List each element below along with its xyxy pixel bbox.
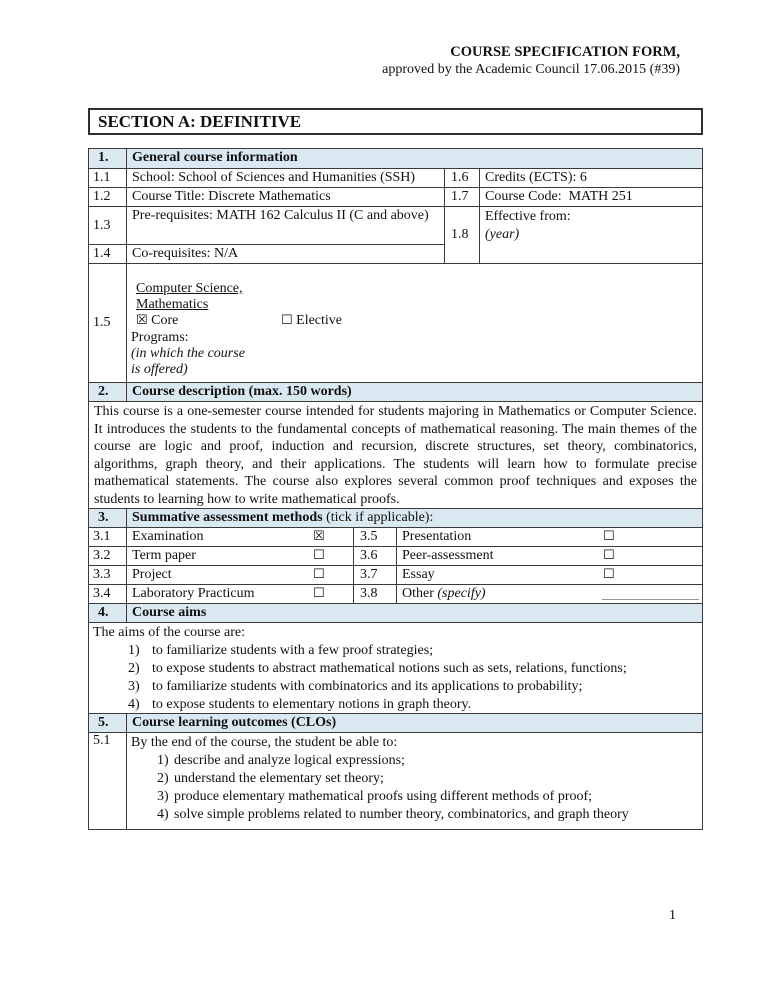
effective-from-cell xyxy=(479,207,702,263)
project-cell: Project ☐ xyxy=(126,566,353,584)
peer-assessment-checkbox: ☐ xyxy=(603,548,615,563)
row-number: 1.8 xyxy=(444,207,479,263)
aims-header-row xyxy=(89,603,702,622)
table-row xyxy=(89,168,702,187)
elective-label: Elective xyxy=(296,313,343,329)
course-description-text: This course is a one-semester course intended for students majoring in Mathematics or Computer Science. It introduces the students to the fundamental concepts of mathematical reasoning. The main themes of the course are logic and proof, induction and recursion, discrete structures, set theory, combinatorics, algorithms, graph theory, and their applications. The students will learn how to formulate precise mathematical statements. The course also explores several common proof techniques and exposes the students to learning how to write mathematical proofs. xyxy=(94,404,697,507)
clos-item: 2) understand the elementary set theory; xyxy=(157,771,384,786)
core-elective-line xyxy=(136,313,698,329)
description-title: Course description (max. 150 words) xyxy=(126,383,352,401)
term-paper-cell: Term paper ☐ xyxy=(126,547,353,565)
essay-cell: Essay ☐ xyxy=(396,566,702,584)
other-cell: Other (specify) xyxy=(396,585,702,603)
examination-checkbox: ☒ xyxy=(313,529,325,544)
description-row xyxy=(89,401,702,508)
aims-item: 3) to familiarize students with combinatorics and its applications to probability; xyxy=(128,679,583,694)
school-cell: School: School of Sciences and Humanities (SSH) xyxy=(126,169,444,187)
row-number: 1.1 xyxy=(93,170,111,185)
general-info-title: General course information xyxy=(126,149,298,168)
examination-cell: Examination ☒ xyxy=(126,528,353,546)
programs-note-line2: is offered) xyxy=(131,362,188,378)
programs-label: Programs: xyxy=(131,329,189,345)
assessment-title xyxy=(126,509,433,527)
row-number: 1.7 xyxy=(444,188,479,206)
row-number: 3.3 xyxy=(93,567,111,582)
row-number: 2. xyxy=(98,384,109,399)
aims-item: 4) to expose students to elementary notions in graph theory. xyxy=(128,697,472,712)
clos-content xyxy=(126,733,702,829)
row-number: 5.1 xyxy=(93,733,111,748)
description-header-row xyxy=(89,382,702,401)
general-info-header-row xyxy=(89,149,702,168)
prereq-coreq-block xyxy=(89,207,444,263)
assessment-title-bold: Summative assessment methods xyxy=(132,510,323,525)
row-number: 3.2 xyxy=(93,548,111,563)
row-number: 1.4 xyxy=(93,246,111,261)
doc-title: COURSE SPECIFICATION FORM, xyxy=(450,44,680,60)
aims-item: 2) to expose students to abstract mathematical notions such as sets, relations, functions; xyxy=(128,661,627,676)
assessment-row xyxy=(89,584,702,603)
assessment-header-row xyxy=(89,508,702,527)
term-paper-checkbox: ☐ xyxy=(313,548,325,563)
effective-from-label: Effective from: xyxy=(485,209,571,224)
row-number: 3. xyxy=(98,510,109,525)
other-blank-line xyxy=(602,599,699,600)
clos-item: 3) produce elementary mathematical proofs using different methods of proof; xyxy=(157,789,593,804)
table-row xyxy=(89,206,702,263)
row-number: 3.1 xyxy=(93,529,111,544)
table-row xyxy=(89,187,702,206)
row-number: 1.3 xyxy=(93,217,111,233)
clos-title: Course learning outcomes (CLOs) xyxy=(126,714,336,732)
presentation-cell: Presentation ☐ xyxy=(396,528,702,546)
assessment-row xyxy=(89,565,702,584)
row-number: 1. xyxy=(98,150,109,165)
other-specify-note: (specify) xyxy=(437,586,486,601)
row-number: 1.5 xyxy=(93,315,111,330)
assessment-row xyxy=(89,546,702,565)
clos-item: 4) solve simple problems related to number theory, combinatorics, and graph theory xyxy=(157,807,629,822)
core-label: Core xyxy=(151,313,179,329)
course-specification-table xyxy=(88,148,703,830)
document-header xyxy=(0,44,680,78)
row-number: 3.4 xyxy=(93,586,111,601)
core-checkbox: ☒ xyxy=(136,313,148,329)
aims-intro: The aims of the course are: xyxy=(93,625,245,640)
course-title-cell: Course Title: Discrete Mathematics xyxy=(126,188,444,206)
row-number: 3.6 xyxy=(353,547,396,565)
project-checkbox: ☐ xyxy=(313,567,325,582)
aims-item: 1) to familiarize students with a few proof strategies; xyxy=(128,643,434,658)
row-number: 5. xyxy=(98,715,109,730)
row-number: 1.2 xyxy=(93,189,111,204)
laboratory-practicum-cell: Laboratory Practicum ☐ xyxy=(126,585,353,603)
clos-header-row xyxy=(89,713,702,732)
row-number: 4. xyxy=(98,605,109,620)
programs-row xyxy=(89,263,702,382)
essay-checkbox: ☐ xyxy=(603,567,615,582)
programs-cell xyxy=(126,264,702,382)
elective-checkbox: ☐ xyxy=(281,313,293,329)
table-row xyxy=(89,207,444,244)
elective-option xyxy=(281,313,342,328)
corequisites-cell: Co-requisites: N/A xyxy=(126,245,444,263)
aims-content xyxy=(89,623,702,713)
table-row xyxy=(89,244,444,263)
page-number: 1 xyxy=(669,908,676,923)
row-number: 1.6 xyxy=(444,169,479,187)
program-name: Computer Science, xyxy=(136,281,243,296)
clos-row xyxy=(89,732,702,829)
section-a-header xyxy=(88,108,703,135)
clos-intro: By the end of the course, the student be able to: xyxy=(131,735,398,750)
peer-assessment-cell: Peer-assessment ☐ xyxy=(396,547,702,565)
row-number: 3.7 xyxy=(353,566,396,584)
prerequisites-cell: Pre-requisites: MATH 162 Calculus II (C and above) xyxy=(126,207,444,244)
assessment-row xyxy=(89,527,702,546)
program-name: Mathematics xyxy=(136,297,209,313)
laboratory-practicum-checkbox: ☐ xyxy=(313,586,325,601)
section-a-title: SECTION A: DEFINITIVE xyxy=(98,111,302,131)
clos-item: 1) describe and analyze logical expressions; xyxy=(157,753,405,768)
aims-row xyxy=(89,622,702,713)
programs-note-line1: (in which the course xyxy=(131,345,245,361)
row-number: 3.8 xyxy=(353,585,396,603)
core-option xyxy=(136,313,281,329)
aims-title: Course aims xyxy=(126,604,206,622)
credits-cell: Credits (ECTS): 6 xyxy=(479,169,702,187)
doc-approval-line: approved by the Academic Council 17.06.2015 (#39) xyxy=(382,62,680,77)
effective-from-year-note: (year) xyxy=(485,227,520,242)
course-code-cell: Course Code: MATH 251 xyxy=(479,188,702,206)
assessment-title-note: (tick if applicable): xyxy=(322,510,434,525)
row-number: 3.5 xyxy=(353,528,396,546)
presentation-checkbox: ☐ xyxy=(603,529,615,544)
